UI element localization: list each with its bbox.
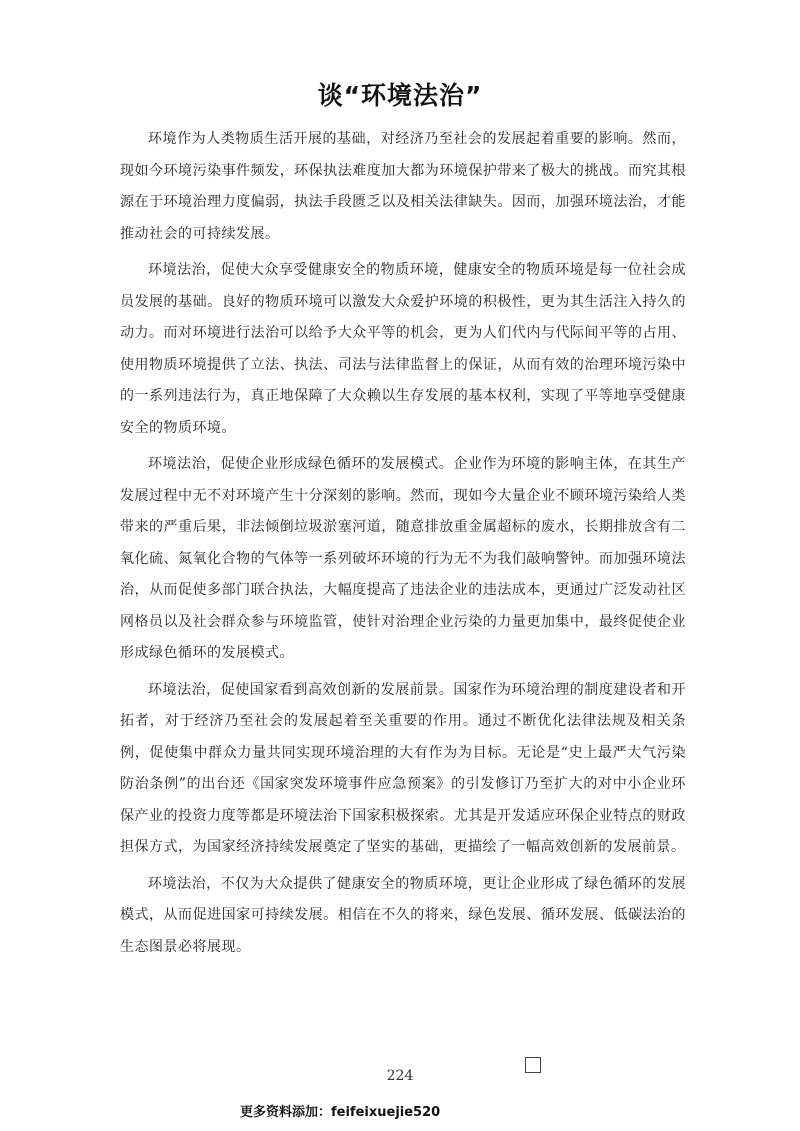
page-title: 谈“环境法治” — [317, 81, 483, 110]
checkbox-square[interactable] — [525, 1057, 541, 1073]
footer-note: 更多资料添加：feifeixuejie520 — [240, 1105, 441, 1120]
page-number: 224 — [386, 1068, 414, 1084]
paragraph-public-environment: 环境法治，促使大众享受健康安全的物质环境，健康安全的物质环境是每一位社会成员发展的基础。良好的物质环境可以激发大众爱护环境的积极性，更为其生活注入持久的动力。而对环境进行法治可以给予大众平等的机会，更为人们代内与代际间平等的占用、使用物质环境提供了立法、执法、司法与法律监督上的保证，从而有效的治理环境污染中的一系列违法行为，真正地保障了大众赖以生存发展的基本权利，实现了平等地享受健康安全的物质环境。 — [120, 262, 686, 436]
paragraph-conclusion: 环境法治，不仅为大众提供了健康安全的物质环境，更让企业形成了绿色循环的发展模式，从而促进国家可持续发展。相信在不久的将来，绿色发展、循环发展、低碳法治的生态图景必将展现。 — [120, 875, 686, 955]
paragraph-national-prospect: 环境法治，促使国家看到高效创新的发展前景。国家作为环境治理的制度建设者和开拓者，对于经济乃至社会的发展起着至关重要的作用。通过不断优化法律法规及相关条例，促使集中群众力量共同实现环境治理的大有作为为目标。无论是“史上最严大气污染防治条例”的出台还《国家突发环境事件应急预案》的引发修订乃至扩大的对中小企业环保产业的投资力度等都是环境法治下国家积极探索。尤其是开发适应环保企业特点的财政担保方式，为国家经济持续发展奠定了坚实的基础，更描绘了一幅高效创新的发展前景。 — [120, 681, 686, 855]
paragraph-intro: 环境作为人类物质生活开展的基础，对经济乃至社会的发展起着重要的影响。然而，现如今环境污染事件频发，环保执法难度加大都为环境保护带来了极大的挑战。而究其根源在于环境治理力度偏弱，执法手段匮乏以及相关法律缺失。因而，加强环境法治，才能推动社会的可持续发展。 — [120, 131, 686, 242]
paragraph-enterprise-development: 环境法治，促使企业形成绿色循环的发展模式。企业作为环境的影响主体，在其生产发展过程中无不对环境产生十分深刻的影响。然而，现如今大量企业不顾环境污染给人类带来的严重后果，非法倾倒垃圾淤塞河道，随意排放重金属超标的废水，长期排放含有二氧化硫、氮氧化合物的气体等一系列破坏环境的行为无不为我们敲响警钟。而加强环境法治，从而促使多部门联合执法，大幅度提高了违法企业的违法成本，更通过广泛发动社区网格员以及社会群众参与环境监管，使针对治理企业污染的力量更加集中，最终促使企业形成绿色循环的发展模式。 — [120, 456, 686, 661]
article-body — [120, 124, 686, 968]
